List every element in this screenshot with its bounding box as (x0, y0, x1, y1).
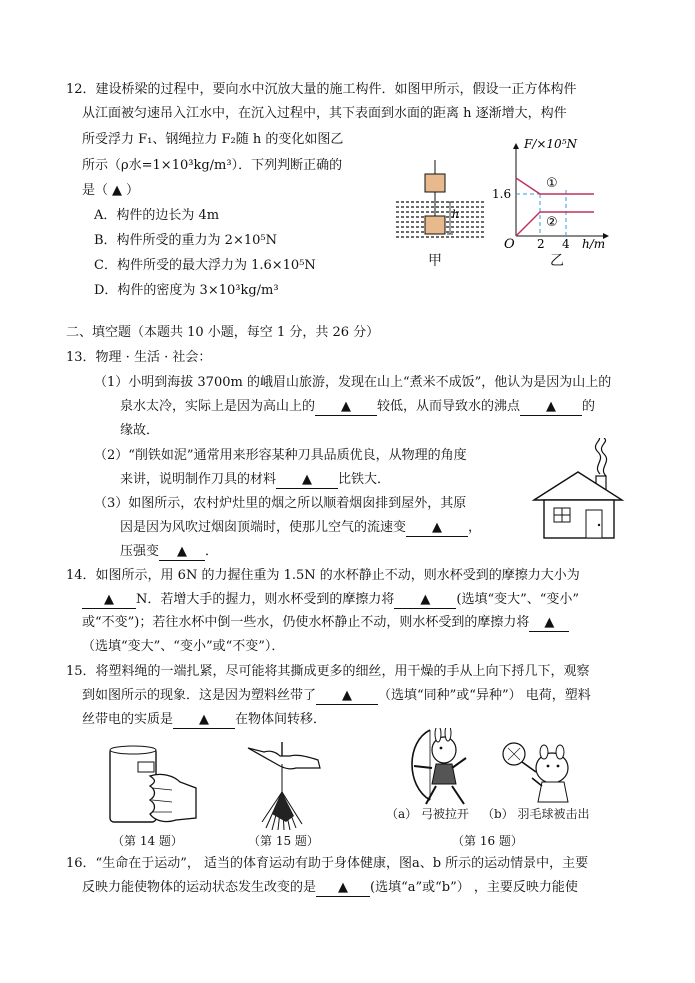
plastic-strings-figure (236, 738, 326, 832)
q12-option-d: D．构件的密度为 3×10³kg/m³ (94, 283, 279, 298)
q12-line5: 是（ ▲ ） (82, 183, 140, 198)
origin-label: O (504, 237, 515, 252)
figure-jia-label: 甲 (428, 253, 442, 269)
curve-2-label: ② (546, 215, 558, 230)
caption-q16: （第 16 题） (452, 834, 523, 848)
q13-title: 13．物理 · 生活 · 社会： (66, 350, 212, 365)
answer-blank: ▲ (82, 592, 136, 609)
answer-blank: ▲ (529, 615, 569, 632)
q13-p1-line1: （1）小明到海拔 3700m 的峨眉山旅游，发现在山上“煮米不成饭”，他认为是因为山上的 (94, 375, 612, 390)
q13-p3-line2: 因是因为风吹过烟囱顶端时，使那儿空气的流速变 ▲ ， (120, 520, 482, 535)
q12-line1: 12．建设桥梁的过程中，要向水中沉放大量的施工构件．如图甲所示，假设一正方体构件 (66, 82, 577, 97)
y-axis-label: F/×10⁵N (524, 137, 578, 151)
archer-figure (386, 728, 478, 806)
q12-option-c: C．构件所受的最大浮力为 1.6×10⁵N (94, 258, 316, 273)
house-figure (528, 438, 632, 542)
q15-line2: 到如图所示的现象．这是因为塑料丝带了 ▲ （选填“同种”或“异种”） 电荷，塑料 (82, 688, 591, 703)
x-tick-2: 2 (537, 237, 545, 251)
figure-yi-graph (490, 132, 630, 264)
q13-p1-line2: 泉水太冷，实际上是因为高山上的 ▲ 较低，从而导致水的沸点 ▲ 的 (120, 399, 596, 414)
q15-line3: 丝带电的实质是 ▲ 在物体间转移． (82, 712, 327, 727)
answer-blank: ▲ (315, 399, 377, 416)
q16-line1: 16．“生命在于运动”， 适当的体育运动有助于身体健康，图a、b 所示的运动情景中，主要 (66, 856, 589, 871)
figure-jia (392, 160, 488, 246)
answer-triangle: ▲ (112, 183, 123, 198)
answer-blank: ▲ (406, 520, 468, 537)
answer-blank: ▲ (520, 399, 582, 416)
q16-line2: 反映力能使物体的运动状态发生改变的是 ▲ (选填“a”或“b”） ，主要反映力能使 (82, 880, 578, 895)
q12-option-b: B．构件所受的重力为 2×10⁵N (94, 233, 277, 248)
q12-line2: 从江面被匀速吊入江水中，在沉入过程中，其下表面到水面的距离 h 逐渐增大，构件 (82, 106, 567, 121)
q12-option-a: A．构件的边长为 4m (94, 208, 220, 223)
q13-p3-line3: 压强变 ▲ ． (120, 544, 219, 559)
q15-line1: 15．将塑料绳的一端扎紧，尽可能将其撕成更多的细丝，用干燥的手从上向下捋几下，观察 (66, 664, 590, 679)
q13-p2-line1: （2）“削铁如泥”通常用来形容某种刀具品质优良，从物理的角度 (94, 448, 467, 463)
answer-blank: ▲ (173, 712, 235, 729)
answer-blank: ▲ (276, 472, 338, 489)
hand-cup-figure (100, 742, 200, 832)
caption-q14: （第 14 题） (112, 834, 183, 848)
q14-line2: ▲ N．若增大手的握力，则水杯受到的摩擦力将 ▲ (选填“变大”、“变小” (82, 592, 579, 609)
figure-yi-label: 乙 (550, 253, 564, 269)
section-title: 二、填空题（本题共 10 小题，每空 1 分，共 26 分） (66, 325, 380, 340)
answer-blank: ▲ (159, 544, 205, 561)
caption-q15: （第 15 题） (248, 834, 319, 848)
q12-line3: 所受浮力 F₁、钢绳拉力 F₂随 h 的变化如图乙 (82, 132, 344, 147)
answer-blank: ▲ (394, 592, 456, 609)
answer-blank: ▲ (316, 880, 370, 897)
figure-16a-caption: （a） 弓被拉开 (386, 807, 469, 821)
badminton-figure (498, 738, 588, 806)
q14-line4: （选填“变大”、“变小”或“不变”）． (82, 639, 285, 654)
x-tick-4: 4 (562, 237, 570, 251)
q13-p2-line2: 来讲，说明制作刀具的材料 ▲ 比铁大． (120, 472, 391, 487)
x-axis-label: h/m (582, 237, 606, 251)
curve-1-label: ① (546, 176, 558, 191)
figure-16b-caption: （b） 羽毛球被击出 (482, 807, 590, 821)
q14-line1: 14．如图所示，用 6N 的力握住重为 1.5N 的水杯静止不动，则水杯受到的摩擦力大小为 (66, 568, 580, 583)
y-tick-label: 1.6 (492, 187, 512, 201)
q13-p1-line3: 缘故． (120, 423, 160, 438)
q14-line3: 或“不变”)；若往水杯中倒一些水，仍使水杯静止不动，则水杯受到的摩擦力将 ▲ (82, 615, 569, 632)
h-label: h (452, 208, 460, 221)
answer-blank: ▲ (316, 688, 378, 705)
q13-p3-line1: （3）如图所示，农村炉灶里的烟之所以顺着烟囱排到屋外，其原 (94, 496, 467, 511)
q12-line4: 所示（ρ水=1×10³kg/m³）．下列判断正确的 (82, 158, 343, 173)
